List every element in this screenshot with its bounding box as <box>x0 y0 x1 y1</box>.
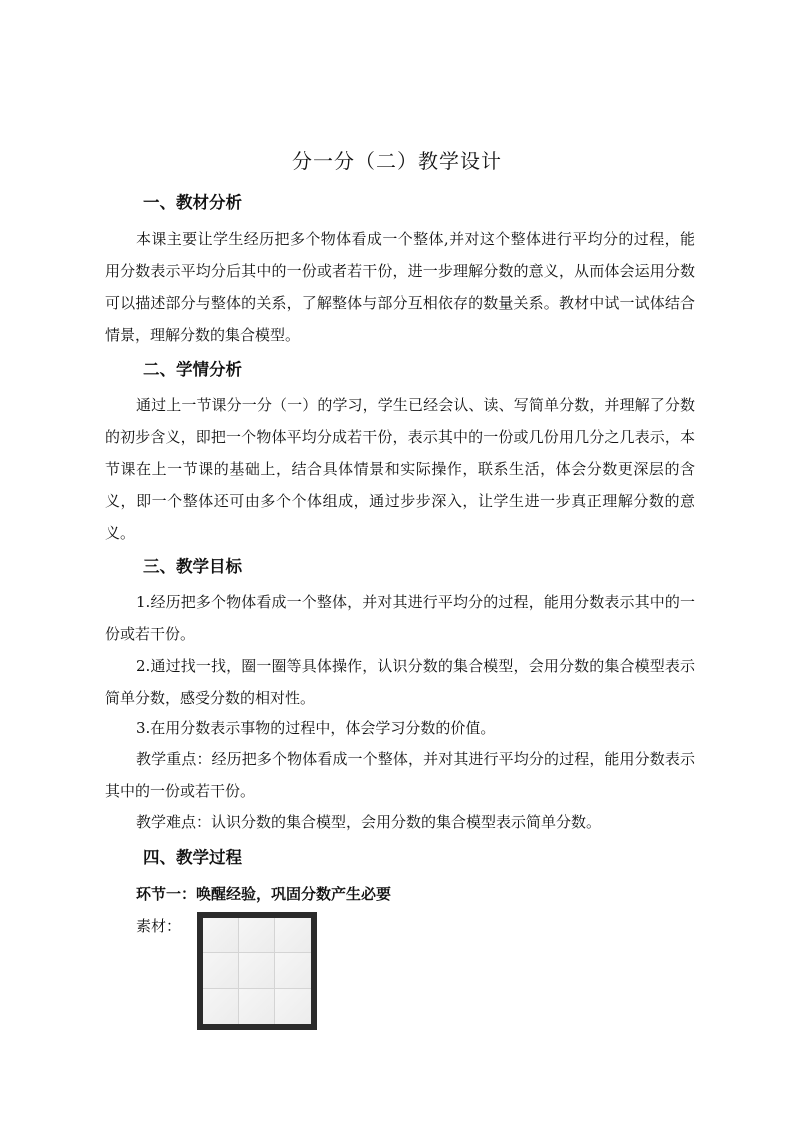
section-heading-teaching-goals: 三、教学目标 <box>143 557 242 576</box>
grid-cell <box>239 953 275 988</box>
teaching-goal-2: 2.通过找一找，圈一圈等具体操作，认识分数的集合模型，会用分数的集合模型表示简单分数，感受分数的相对性。 <box>105 657 695 707</box>
teaching-goal-3: 3.在用分数表示事物的过程中，体会学习分数的价值。 <box>136 719 496 737</box>
teaching-key-point: 教学重点：经历把多个物体看成一个整体，并对其进行平均分的过程，能用分数表示其中的一份或若干份。 <box>105 750 695 800</box>
grid-cell <box>275 989 311 1024</box>
grid-cell <box>203 989 239 1024</box>
grid-cell <box>239 989 275 1024</box>
grid-cell <box>275 918 311 953</box>
section-heading-teaching-process: 四、教学过程 <box>143 848 242 867</box>
section-heading-textbook-analysis: 一、教材分析 <box>143 193 242 212</box>
grid-paper-image <box>197 912 317 1030</box>
textbook-analysis-paragraph: 本课主要让学生经历把多个物体看成一个整体,并对这个整体进行平均分的过程，能用分数表示平均分后其中的一份或者若干份，进一步理解分数的意义，从而体会运用分数可以描述部分与整体的关系，了解整体与部分互相依存的数量关系。教材中试一试体结合情景，理解分数的集合模型。 <box>105 230 695 344</box>
teaching-goal-1: 1.经历把多个物体看成一个整体，并对其进行平均分的过程，能用分数表示其中的一份或若干份。 <box>105 593 695 643</box>
grid-cell <box>203 918 239 953</box>
document-title: 分一分（二）教学设计 <box>292 149 502 173</box>
grid-paper-square <box>203 918 311 1024</box>
section-heading-student-analysis: 二、学情分析 <box>143 360 242 379</box>
grid-cell <box>239 918 275 953</box>
material-label: 素材： <box>136 917 182 935</box>
student-analysis-paragraph: 通过上一节课分一分（一）的学习，学生已经会认、读、写简单分数，并理解了分数的初步含义，即把一个物体平均分成若干份，表示其中的一份或几份用几分之几表示，本节课在上一节课的基础上，结合具体情景和实际操作，联系生活，体会分数更深层的含义，即一个整体还可由多个个体组成，通过步步深入，让学生进一步真正理解分数的意义。 <box>105 396 695 542</box>
teaching-difficulty: 教学难点：认识分数的集合模型，会用分数的集合模型表示简单分数。 <box>136 813 602 831</box>
step-one-title: 环节一：唤醒经验，巩固分数产生必要 <box>136 885 392 903</box>
grid-cell <box>203 953 239 988</box>
grid-cell <box>275 953 311 988</box>
